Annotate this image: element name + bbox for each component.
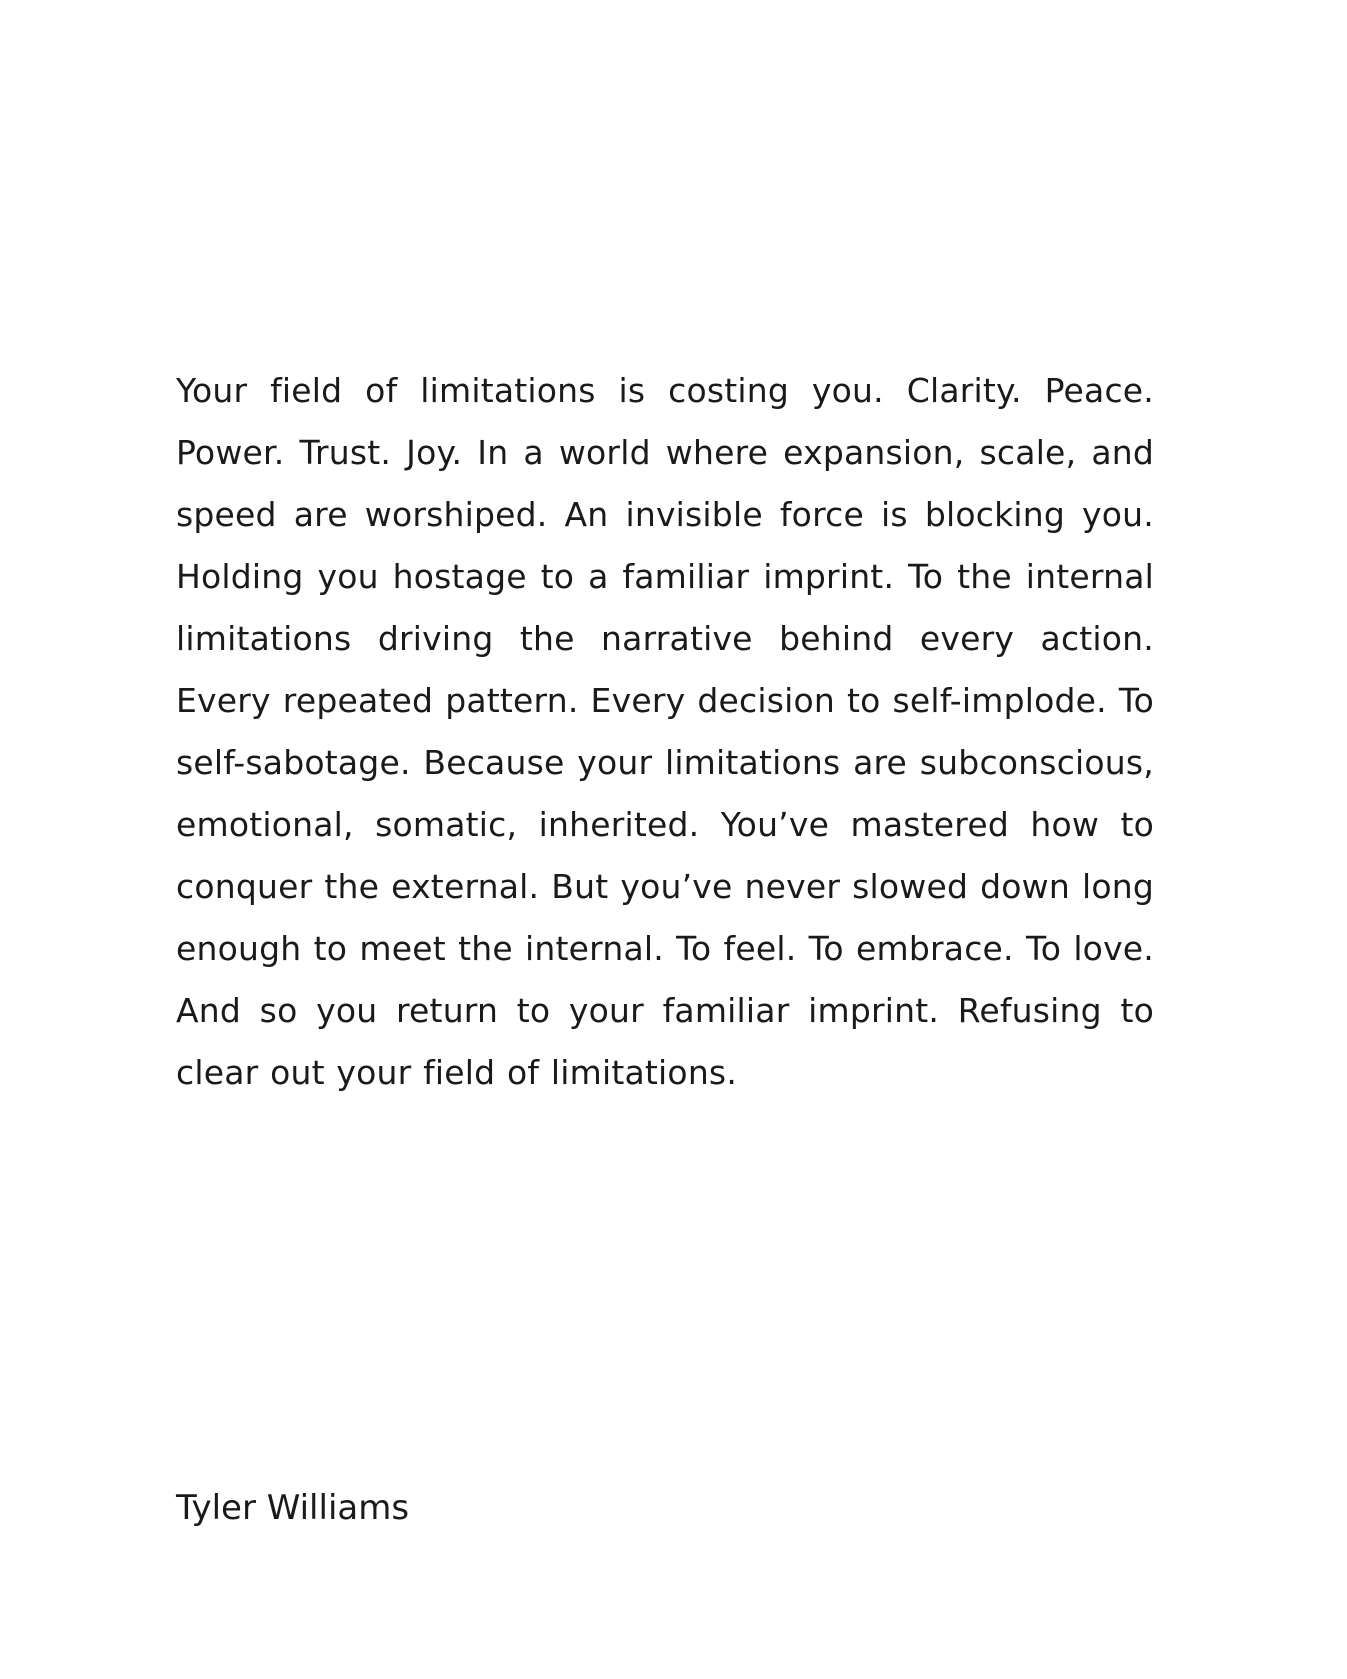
- author-name: Tyler Williams: [176, 1488, 410, 1528]
- quote-body-text: Your field of limitations is costing you. Clarity. Peace. Power. Trust. Joy. In a world where expansion, scale, and speed are worshiped. An invisible force is blocking you. Holding you hostage to a familiar imprint. To the internal limitations driving the narrative behind every action. Every repeated pattern. Every decision to self-implode. To self-sabotage. Because your limitations are subconscious, emotional, somatic, inherited. You’ve mastered how to conquer the external. But you’ve never slowed down long enough to meet the internal. To feel. To embrace. To love. And so you return to your familiar imprint. Refusing to clear out your field of limitations.: [176, 371, 1154, 1092]
